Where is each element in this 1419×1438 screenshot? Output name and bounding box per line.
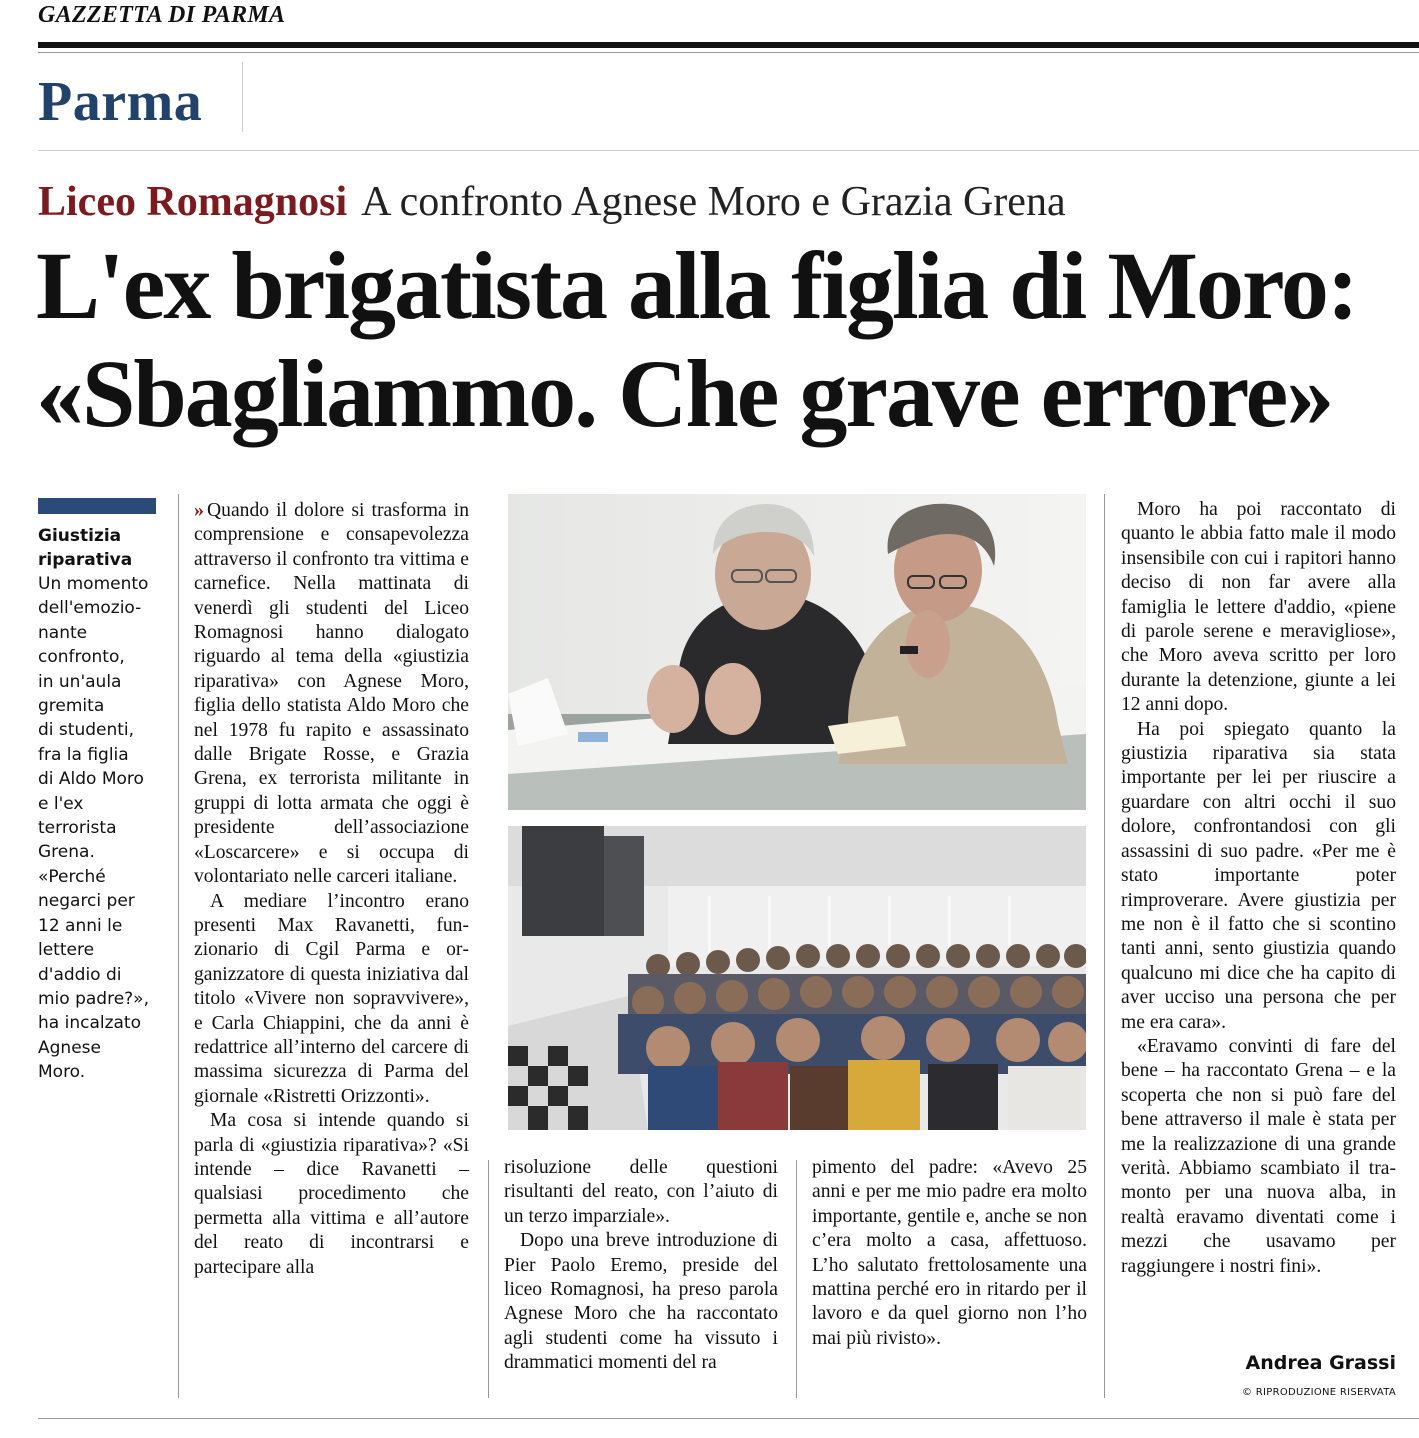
- headline-line-2: «Sbagliammo. Che grave errore»: [36, 340, 1333, 447]
- article-paragraph: risoluzione delle questioni risultanti del reato, con l’aiuto di un terzo imparziale».: [504, 1157, 778, 1227]
- copyright-notice: © RIPRODUZIONE RISERVATA: [1241, 1387, 1396, 1398]
- photo-students-audience: [508, 826, 1086, 1130]
- article-paragraph: Dopo una breve introduzione di Pier Paolo Eremo, preside del liceo Romagnosi, ha preso parola Agnese Moro che ha raccontato agli studenti come ha vissuto i drammatici momenti del ra: [504, 1230, 778, 1374]
- paragraph-text: Quando il dolore si trasforma in comprensione e consapevolezza attraverso il confronto tra vittima e carnefice. Nella mattinata di venerdì gli studenti del Liceo Romagnosi hanno dialogato riguardo al tema della «giustizia riparativa» con Agnese Moro, figlia dello statista Aldo Moro che nel 1978 fu rapito e assassinato dalle Brigate Rosse, e Grazia Grena, ex terrorista militante in gruppi di lotta armata che oggi è presidente dell’associazione «Loscarcere» e si occupa di volontariato nelle carceri italiane.: [194, 500, 469, 888]
- article-column-1: [194, 498, 469, 1280]
- article-column-4: [1121, 498, 1396, 1279]
- column-divider: [796, 1160, 797, 1398]
- sidebar-title: Giustizia riparativa: [38, 526, 133, 570]
- author-byline: Andrea Grassi: [1245, 1352, 1396, 1374]
- article-column-2: [504, 1156, 778, 1376]
- article-paragraph: Moro ha poi raccontato di quanto le abbia fatto male il modo insensibile con cui i rapitori hanno deciso di non far avere alla famiglia le lettere d'addio, «piene di parole serene e meravigliose», che Moro aveva scritto per loro durante la detenzione, giunte a lei 12 anni dopo.: [1121, 499, 1396, 716]
- article-paragraph: [194, 498, 469, 890]
- column-divider: [1104, 494, 1105, 1398]
- paragraph-marker: »: [194, 499, 201, 521]
- section-title: Parma: [38, 71, 203, 133]
- photo-illustration: [508, 826, 1086, 1130]
- bottom-rule: [38, 1418, 1419, 1419]
- masthead-rule: [38, 42, 1419, 48]
- article-paragraph: A mediare l’incontro erano presenti Max Ravanetti, funzionario di Cgil Parma e organizzatore di questa iniziativa dal titolo «Vivere non sopravvivere», e Carla Chiappini, che da anni è redattrice all’interno del carcere di massima sicurezza di Parma del giornale «Ristretti Orizzonti».: [194, 890, 469, 1107]
- kicker: [38, 178, 1066, 226]
- headline: [36, 232, 1416, 448]
- photo-agnese-moro-grazia-grena: [508, 494, 1086, 810]
- article-paragraph: Ma cosa si intende quando si parla di «giustizia riparativa»? «Si intende – dice Ravanetti – qualsiasi procedimento che permetta alla vittima e all’autore del reato di incontrarsi e partecipare alla: [194, 1110, 469, 1278]
- section-rule: [38, 150, 1419, 151]
- newspaper-masthead: GAZZETTA DI PARMA: [38, 2, 286, 28]
- column-divider: [488, 1160, 489, 1398]
- sidebar-caption: Un momento dell'emozio- nante confronto, in un'aula gremita di studenti, fra la figlia di Aldo Moro e l'ex terrorista Grena. «Perché negarci per 12 anni le lettere d'addio di mio padre?», ha incalzato Agnese Moro.: [38, 574, 149, 1083]
- kicker-subtitle: A confronto Agnese Moro e Grazia Grena: [361, 179, 1066, 225]
- article-column-3: [812, 1156, 1087, 1351]
- kicker-name: Liceo Romagnosi: [38, 179, 348, 225]
- column-divider: [178, 494, 179, 1398]
- article-paragraph: pimento del padre: «Avevo 25 anni e per me mio padre era molto importante, gentile e, anche se non c’era molto a casa, affettuoso. L’ho salutato frettolosamente una mattina perché ero in ritardo per il lavoro e da quel giorno non l’ho mai più rivisto».: [812, 1157, 1087, 1349]
- article-paragraph: «Eravamo convinti di fare del bene – ha raccontato Grena – e la scoperta che non si può fare del bene attraverso il male è stata per me la realizzazione di una grande verità. Abbiamo scambiato il tramonto per una nuova alba, in realtà eravamo diventati come i mezzi che usavamo per raggiungere i nostri fini».: [1121, 1035, 1396, 1277]
- sidebar-color-bar: [38, 498, 156, 514]
- photo-illustration: [508, 494, 1086, 810]
- section-divider: [242, 62, 243, 132]
- masthead-thin-rule: [38, 52, 1419, 53]
- headline-line-1: L'ex brigatista alla figlia di Moro:: [36, 232, 1357, 339]
- article-paragraph: Ha poi spiegato quanto la giustizia riparativa sia stata importante per lei per riuscire a guardare con altri occhi il suo dolore, confrontandosi con gli assassini di suo padre. «Per me è stato importante poter rimproverare. Avere giustizia per me non è il fatto che si scontino tanti anni, sento giustizia quando qualcuno mi dice che ha capito di aver ucciso una persona che per me era cara».: [1121, 718, 1396, 1033]
